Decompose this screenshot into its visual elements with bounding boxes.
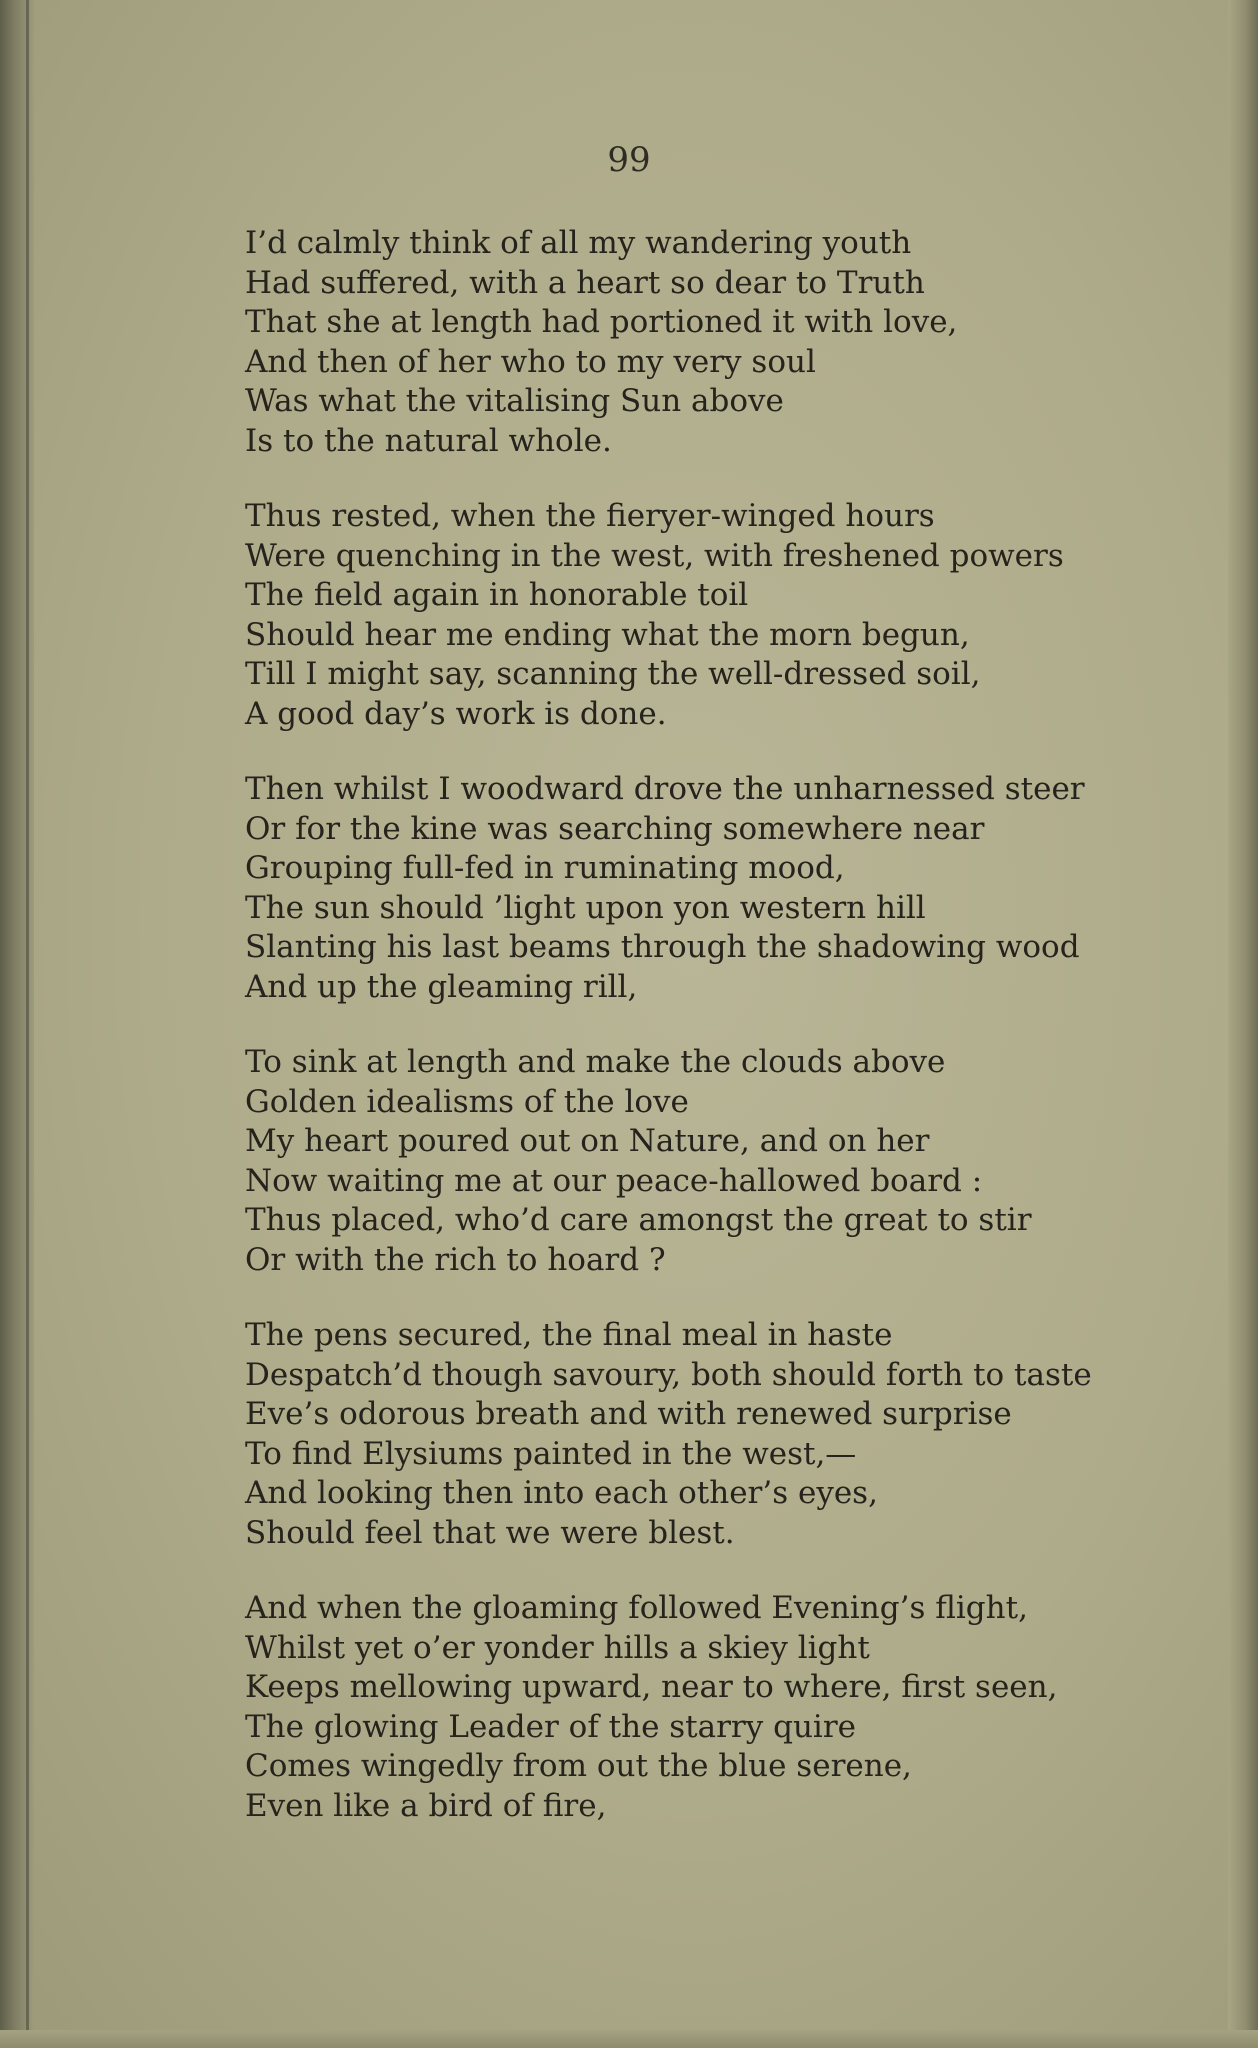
stanza (245, 770, 1125, 1007)
poem-line: That she at length had portioned it with love, (245, 304, 958, 340)
poem-line: To sink at length and make the clouds above (245, 1044, 946, 1080)
poem-line: The glowing Leader of the starry quire (245, 1708, 857, 1745)
poem-line: Even like a bird of fire, (245, 1787, 607, 1824)
poem-line: Eve’s odorous breath and with renewed surprise (245, 1396, 1012, 1432)
page-right-edge (1228, 0, 1258, 2048)
page-bottom-edge (0, 2030, 1258, 2048)
poem-line: Thus rested, when the fieryer-winged hours (245, 498, 935, 534)
poem-line: Or for the kine was searching somewhere near (245, 810, 985, 847)
poem-line: Golden idealisms of the love (245, 1083, 689, 1120)
poem-line: Is to the natural whole. (245, 422, 612, 459)
poem-line: Should feel that we were blest. (245, 1514, 735, 1551)
poem-line: Was what the vitalising Sun above (245, 383, 784, 419)
poem-line: And up the gleaming rill, (245, 968, 638, 1005)
spine-binding-line (26, 0, 29, 2048)
poem-body (245, 224, 1125, 1862)
poem-line: Despatch’d though savoury, both should forth to taste (245, 1356, 1092, 1393)
poem-line: And when the gloaming followed Evening’s flight, (245, 1590, 1028, 1626)
stanza (245, 224, 1125, 461)
poem-line: Should hear me ending what the morn begun, (245, 616, 970, 653)
poem-line: The sun should ’light upon yon western hill (245, 889, 926, 926)
poem-line: My heart poured out on Nature, and on her (245, 1123, 930, 1159)
poem-line: Whilst yet o’er yonder hills a skiey light (245, 1629, 870, 1666)
stanza (245, 1589, 1125, 1826)
poem-line: Or with the rich to hoard ? (245, 1241, 666, 1278)
poem-line: Now waiting me at our peace-hallowed board : (245, 1162, 983, 1199)
poem-line: To find Elysiums painted in the west,— (245, 1435, 857, 1472)
poem-line: Then whilst I woodward drove the unharnessed steer (245, 771, 1085, 807)
stanza (245, 497, 1125, 734)
poem-line: The field again in honorable toil (245, 577, 749, 613)
poem-line: Thus placed, who’d care amongst the great to stir (245, 1202, 1032, 1238)
poem-line: Keeps mellowing upward, near to where, first seen, (245, 1669, 1058, 1705)
poem-line: The pens secured, the final meal in haste (245, 1317, 893, 1353)
poem-line: A good day’s work is done. (245, 695, 667, 732)
poem-line: Comes wingedly from out the blue serene, (245, 1748, 912, 1784)
poem-line: And looking then into each other’s eyes, (245, 1475, 878, 1511)
poem-line: I’d calmly think of all my wandering youth (245, 225, 912, 261)
poem-line: Were quenching in the west, with freshened powers (245, 537, 1064, 574)
poem-line: And then of her who to my very soul (245, 343, 816, 380)
stanza (245, 1043, 1125, 1280)
poem-line: Till I might say, scanning the well-dressed soil, (245, 656, 981, 692)
poem-line: Slanting his last beams through the shadowing wood (245, 929, 1080, 965)
poem-line: Had suffered, with a heart so dear to Truth (245, 264, 925, 301)
poem-line: Grouping full-fed in ruminating mood, (245, 850, 845, 886)
stanza (245, 1316, 1125, 1553)
page-number: 99 (607, 140, 651, 180)
